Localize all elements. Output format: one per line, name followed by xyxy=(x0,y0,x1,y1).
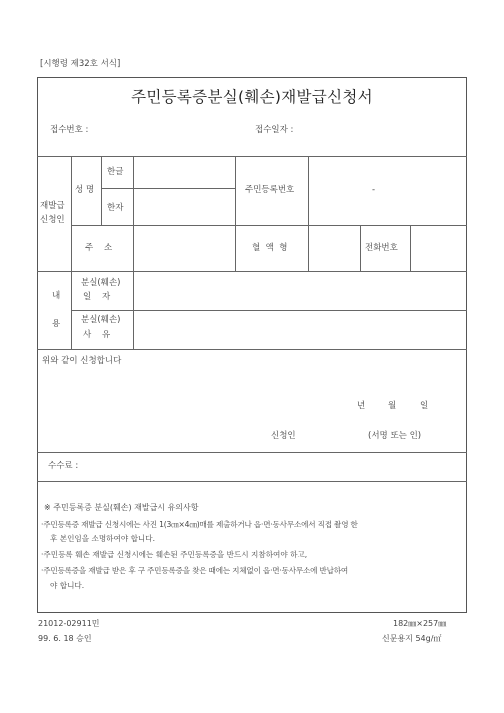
application-statement: 위와 같이 신청합니다 xyxy=(42,356,122,366)
note-item-2: ·주민등록 훼손 재발급 신청시에는 훼손된 주민등록증을 반드시 지참하여야 하고, xyxy=(41,550,308,559)
applicant-label-line2: 신청인 xyxy=(40,215,65,225)
signature-note: (서명 또는 인) xyxy=(368,431,422,441)
notes-heading: ※ 주민등록증 분실(훼손) 재발급시 유의사항 xyxy=(44,503,199,512)
paper-size: 182㎜×257㎜ xyxy=(393,619,447,628)
address-label: 주 소 xyxy=(85,243,113,253)
divider-content-end xyxy=(37,349,467,350)
form-title: 주민등록증분실(훼손)재발급신청서 xyxy=(131,88,373,106)
phone-label: 전화번호 xyxy=(365,243,398,253)
blood-type-label: 혈 액 형 xyxy=(252,243,288,253)
divider-v-value xyxy=(133,156,134,349)
divider-fee-top xyxy=(37,452,467,453)
divider-name-split xyxy=(101,188,235,189)
lost-reason-label-line1: 분실(훼손) xyxy=(81,315,121,325)
receipt-date-label: 접수일자 : xyxy=(255,125,294,135)
name-label: 성 명 xyxy=(75,185,95,195)
date-month-label: 월 xyxy=(388,401,397,411)
paper-type: 신문용지 54g/㎡ xyxy=(382,634,442,643)
receipt-number-label: 접수번호 : xyxy=(50,125,89,135)
content-label-line1: 내 xyxy=(52,291,61,301)
divider-v-label xyxy=(71,156,72,349)
form-code: 21012-02911민 xyxy=(38,619,100,628)
divider-v-mid xyxy=(235,156,236,271)
divider-v-phone-value xyxy=(410,225,411,271)
divider-v-right xyxy=(308,156,309,271)
divider-v-name xyxy=(101,156,102,225)
lost-date-label-line2: 일 자 xyxy=(83,292,111,302)
divider-fee-bottom xyxy=(37,481,467,482)
applicant-signature-label: 신청인 xyxy=(271,431,296,441)
divider-applicant-end xyxy=(37,271,467,272)
divider-v-phone xyxy=(360,225,361,271)
date-day-label: 일 xyxy=(420,401,429,411)
content-label-line2: 용 xyxy=(52,319,61,329)
hanja-name-label: 한자 xyxy=(107,203,124,213)
lost-reason-label-line2: 사 유 xyxy=(83,330,111,340)
form-reference: [시행령 제32호 서식] xyxy=(40,59,121,69)
resident-number-dash: - xyxy=(372,185,376,195)
note-item-1: ·주민등록증 재발급 신청시에는 사진 1(3㎝×4㎝)매를 제출하거나 읍·면·동사무소에서 직접 촬영 한 xyxy=(41,520,358,529)
approval-date: 99. 6. 18 승인 xyxy=(38,634,92,643)
applicant-label-line1: 재발급 xyxy=(40,201,65,211)
date-year-label: 년 xyxy=(357,401,366,411)
note-item-3-continued: 야 합니다. xyxy=(50,581,85,590)
note-item-3: ·주민등록증을 재발급 받은 후 구 주민등록증을 찾은 때에는 지체없이 읍·면·동사무소에 반납하여 xyxy=(41,566,349,575)
divider-address xyxy=(71,225,467,226)
divider-content-mid xyxy=(71,310,467,311)
fee-label: 수수료 : xyxy=(48,461,79,471)
korean-name-label: 한글 xyxy=(107,167,124,177)
lost-date-label-line1: 분실(훼손) xyxy=(81,278,121,288)
resident-number-label: 주민등록번호 xyxy=(245,185,295,195)
note-item-1-continued: 후 본인임을 소명하여야 합니다. xyxy=(50,534,156,543)
